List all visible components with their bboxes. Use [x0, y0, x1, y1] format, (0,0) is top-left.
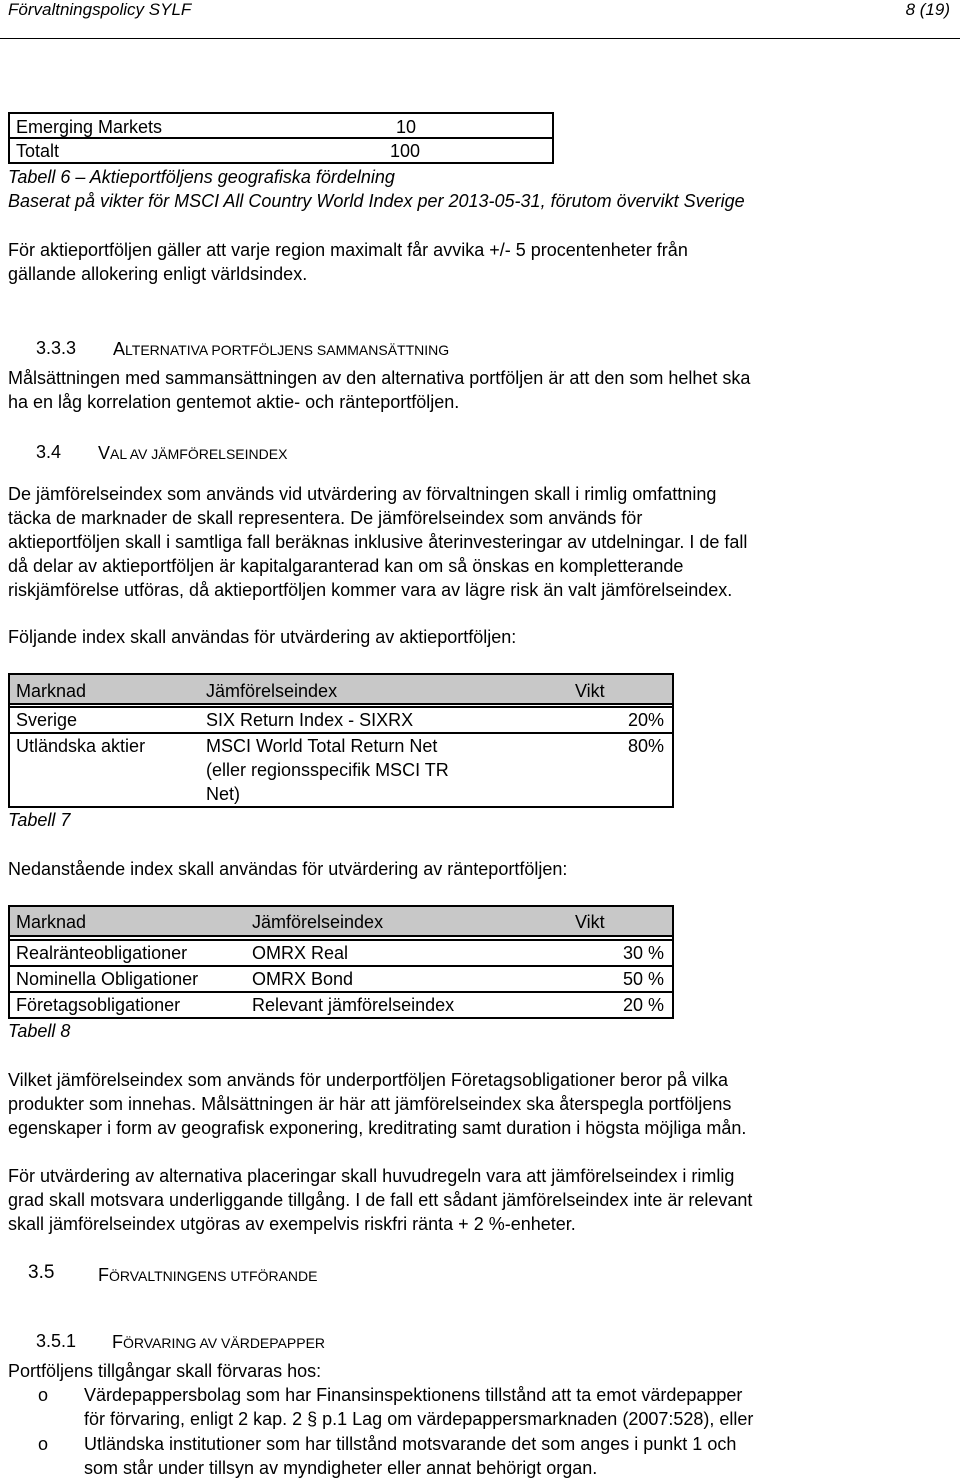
table7-header-weight: Vikt: [575, 681, 605, 701]
paragraph-line: då delar av aktieportföljen är kapitalgaranterad kan om så önskas en kompletterande: [8, 556, 684, 576]
section-title: FÖRVARING AV VÄRDEPAPPER: [112, 1332, 326, 1352]
table8-market: Nominella Obligationer: [16, 969, 199, 989]
list-item-line: Utländska institutioner som har tillstånd motsvarande det som anges i punkt 1 och: [84, 1434, 737, 1454]
table8-weight: 20 %: [622, 995, 664, 1015]
table7-market: Sverige: [16, 710, 78, 730]
table7-index-line: MSCI World Total Return Net: [206, 736, 438, 756]
paragraph-line: Nedanstående index skall användas för utvärdering av ränteportföljen:: [8, 859, 568, 879]
list-item-line: Värdepappersbolag som har Finansinspektionens tillstånd att ta emot värdepapper: [84, 1385, 743, 1405]
section-title: ALTERNATIVA PORTFÖLJENS SAMMANSÄTTNING: [113, 339, 450, 359]
table7-caption: Tabell 7: [8, 810, 71, 830]
list-bullet: o: [38, 1434, 49, 1454]
paragraph-line: skall jämförelseindex utgöras av exempelvis riskfri ränta + 2 %-enheter.: [8, 1214, 576, 1234]
header-divider: [0, 38, 960, 39]
table-row: [8, 941, 674, 967]
table8-index: Relevant jämförelseindex: [252, 995, 455, 1015]
table6-value: 10: [396, 117, 417, 137]
table6-value: 100: [390, 141, 421, 161]
section-number: 3.3.3: [36, 338, 77, 358]
table7-weight: 80%: [627, 736, 664, 756]
paragraph-line: täcka de marknader de skall representera. De jämförelseindex som används för: [8, 508, 643, 528]
table-row: [8, 993, 674, 1019]
table6-row: [8, 139, 554, 164]
table8-weight: 50 %: [622, 969, 664, 989]
table7-weight: 20%: [627, 710, 664, 730]
table8-market: Företagsobligationer: [16, 995, 181, 1015]
table6-caption: Tabell 6 – Aktieportföljens geografiska fördelning: [8, 167, 395, 187]
section-heading-3-5-1: [36, 1330, 636, 1354]
paragraph-line: egenskaper i form av geografisk exponering, kreditrating samt duration i högsta möjliga mån.: [8, 1118, 747, 1138]
table7-index: SIX Return Index - SIXRX: [206, 710, 414, 730]
section-number: 3.5: [28, 1262, 55, 1283]
paragraph-line: Portföljens tillgångar skall förvaras hos:: [8, 1361, 322, 1381]
document-title: Förvaltningspolicy SYLF: [8, 0, 192, 19]
section-title: FÖRVALTNINGENS UTFÖRANDE: [98, 1265, 318, 1285]
paragraph-line: För aktieportföljen gäller att varje region maximalt får avvika +/- 5 procentenheter från: [8, 240, 688, 260]
table8-market: Realränteobligationer: [16, 943, 188, 963]
paragraph-line: För utvärdering av alternativa placeringar skall huvudregeln vara att jämförelseindex i rimlig: [8, 1166, 735, 1186]
section-heading-3-3-3: [36, 337, 636, 361]
table-row: [8, 734, 674, 808]
table6-row: [8, 112, 554, 139]
table7-market: Utländska aktier: [16, 736, 146, 756]
table7-index-line: Net): [206, 784, 241, 804]
section-heading-3-4: [36, 441, 636, 465]
table8-index: OMRX Bond: [252, 969, 354, 989]
table6-market: Emerging Markets: [16, 117, 163, 137]
table8-header-market: Marknad: [16, 912, 87, 932]
table8-index: OMRX Real: [252, 943, 349, 963]
table-row: [8, 967, 674, 993]
table8-caption: Tabell 8: [8, 1021, 71, 1041]
list-item-line: som står under tillsyn av myndigheter eller annat behörigt organ.: [84, 1458, 598, 1478]
paragraph-line: aktieportföljen skall i samtliga fall beräknas inklusive återinvesteringar av utdelningar. I de fall: [8, 532, 748, 552]
paragraph-line: De jämförelseindex som används vid utvärdering av förvaltningen skall i rimlig omfattning: [8, 484, 717, 504]
list-bullet: o: [38, 1385, 49, 1405]
table8-header-index: Jämförelseindex: [252, 912, 384, 932]
table8-weight: 30 %: [622, 943, 664, 963]
paragraph-line: grad skall motsvara underliggande tillgång. I de fall ett sådant jämförelseindex inte är relevant: [8, 1190, 753, 1210]
paragraph-line: gällande allokering enligt världsindex.: [8, 264, 308, 284]
section-number: 3.4: [36, 442, 62, 462]
list-item-line: för förvaring, enligt 2 kap. 2 § p.1 Lag om värdepappersmarknaden (2007:528), eller: [84, 1409, 754, 1429]
table8-header-row: [8, 905, 674, 937]
paragraph-line: riskjämförelse utföras, då aktieportföljen kommer vara av lägre risk än valt jämförelseindex.: [8, 580, 733, 600]
section-heading-3-5: [28, 1263, 628, 1287]
paragraph-line: Målsättningen med sammansättningen av den alternativa portföljen är att den som helhet ska: [8, 368, 751, 388]
section-title: VAL AV JÄMFÖRELSEINDEX: [98, 443, 288, 463]
paragraph-line: produkter som innehas. Målsättningen är här att jämförelseindex ska återspegla portföljens: [8, 1094, 732, 1114]
paragraph-line: Följande index skall användas för utvärdering av aktieportföljen:: [8, 627, 517, 647]
table7-header-market: Marknad: [16, 681, 87, 701]
table7-header-row: [8, 673, 674, 705]
paragraph-line: Vilket jämförelseindex som används för underportföljen Företagsobligationer beror på vilka: [8, 1070, 729, 1090]
table-row: [8, 708, 674, 734]
page-number: 8 (19): [905, 0, 950, 19]
table6-market: Totalt: [16, 141, 60, 161]
table8-header-weight: Vikt: [575, 912, 605, 932]
section-number: 3.5.1: [36, 1331, 77, 1351]
table7-header-index: Jämförelseindex: [206, 681, 338, 701]
paragraph-line: ha en låg korrelation gentemot aktie- och ränteportföljen.: [8, 392, 460, 412]
table6-note: Baserat på vikter för MSCI All Country World Index per 2013-05-31, förutom övervikt Sverige: [8, 191, 745, 211]
table7-index-line: (eller regionsspecifik MSCI TR: [206, 760, 449, 780]
